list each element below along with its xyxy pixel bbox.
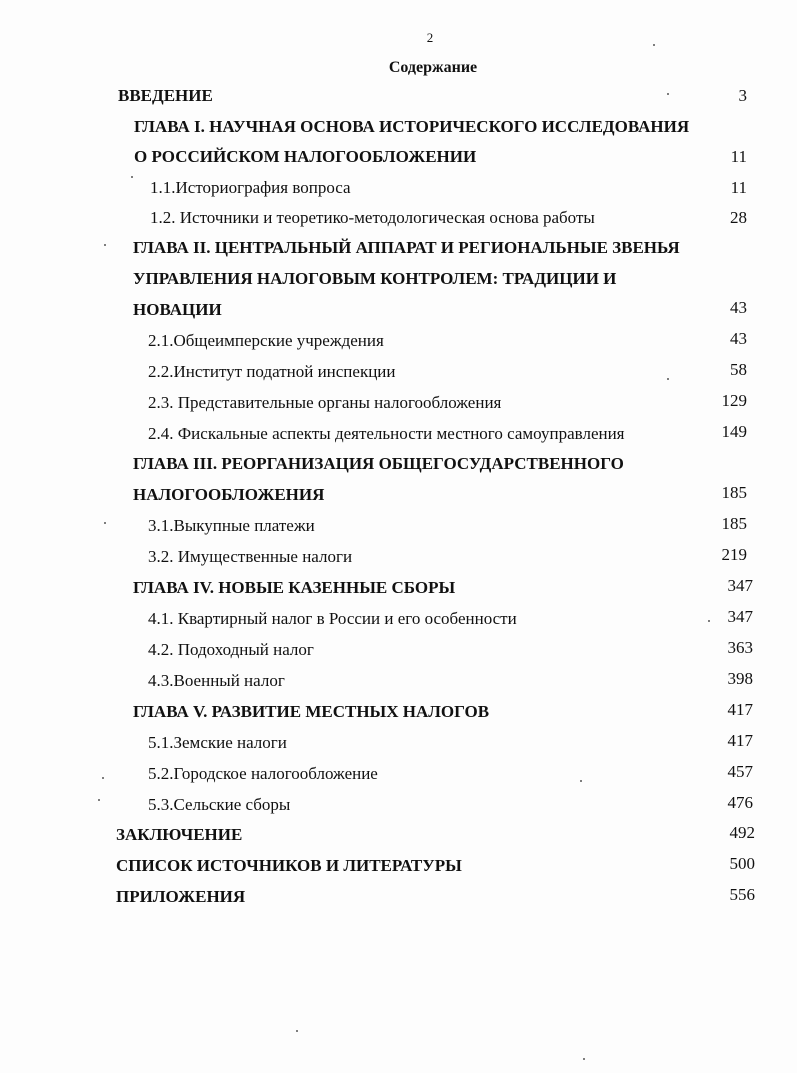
toc-sources-page: 500 [729,854,755,873]
toc-ch2-title-line2: УПРАВЛЕНИЯ НАЛОГОВЫМ КОНТРОЛЕМ: ТРАДИЦИИ И [133,269,617,288]
toc-section-2-2-page: 58 [730,360,747,379]
toc-section-2-3-page: 129 [721,391,747,410]
toc-conclusion-label: ЗАКЛЮЧЕНИЕ [116,825,243,844]
toc-section-1-1-page: 11 [730,178,747,197]
toc-section-4-2-page: 363 [727,638,753,657]
scan-speck [667,93,669,95]
toc-section-5-2-label: 5.2.Городское налогообложение [148,764,378,783]
scan-speck [296,1030,298,1032]
toc-ch3-title-line1: ГЛАВА III. РЕОРГАНИЗАЦИЯ ОБЩЕГОСУДАРСТВЕННОГО [133,454,624,473]
toc-section-4-3-label: 4.3.Военный налог [148,671,285,690]
toc-section-2-4-label: 2.4. Фискальные аспекты деятельности местного самоуправления [148,424,625,443]
toc-section-4-1-page: 347 [727,607,753,626]
scan-speck [653,44,655,46]
toc-sources-label: СПИСОК ИСТОЧНИКОВ И ЛИТЕРАТУРЫ [116,856,462,875]
toc-intro-label: ВВЕДЕНИЕ [118,86,213,105]
toc-ch1-title-line2: О РОССИЙСКОМ НАЛОГООБЛОЖЕНИИ [134,147,477,166]
toc-conclusion-page: 492 [729,823,755,842]
toc-ch4-title-line1: ГЛАВА IV. НОВЫЕ КАЗЕННЫЕ СБОРЫ [133,578,456,597]
toc-ch5-title-line1: ГЛАВА V. РАЗВИТИЕ МЕСТНЫХ НАЛОГОВ [133,702,490,721]
toc-section-2-3-label: 2.3. Представительные органы налогообложения [148,393,502,412]
toc-section-4-1-label: 4.1. Квартирный налог в России и его особенности [148,609,517,628]
toc-ch4-page: 347 [727,576,753,595]
toc-ch2-page: 43 [730,298,747,317]
toc-section-4-3-page: 398 [727,669,753,688]
toc-section-5-2-page: 457 [727,762,753,781]
scan-speck [708,620,710,622]
page-title: Содержание [388,59,478,76]
toc-section-1-1-label: 1.1.Историография вопроса [150,178,351,197]
scan-speck [104,522,106,524]
scan-speck [102,777,104,779]
toc-ch3-page: 185 [721,483,747,502]
toc-section-1-2-label: 1.2. Источники и теоретико-методологическая основа работы [150,208,595,227]
toc-section-3-1-label: 3.1.Выкупные платежи [148,516,315,535]
scan-speck [667,378,669,380]
toc-ch2-title-line1: ГЛАВА II. ЦЕНТРАЛЬНЫЙ АППАРАТ И РЕГИОНАЛЬНЫЕ ЗВЕНЬЯ [133,238,680,257]
scan-speck [98,799,100,801]
toc-section-3-2-label: 3.2. Имущественные налоги [148,547,353,566]
toc-section-1-2-page: 28 [730,208,747,227]
scan-speck [131,176,133,178]
toc-ch5-page: 417 [727,700,753,719]
toc-section-2-4-page: 149 [721,422,747,441]
toc-section-5-1-label: 5.1.Земские налоги [148,733,287,752]
toc-intro-page: 3 [738,86,747,105]
toc-section-3-1-page: 185 [721,514,747,533]
toc-ch2-title-line3: НОВАЦИИ [133,300,222,319]
toc-section-3-2-page: 219 [721,545,747,564]
toc-section-5-1-page: 417 [727,731,753,750]
toc-section-2-1-page: 43 [730,329,747,348]
toc-appendix-page: 556 [729,885,755,904]
toc-section-5-3-label: 5.3.Сельские сборы [148,795,291,814]
scan-speck [583,1058,585,1060]
scan-speck [580,780,582,782]
scan-speck [104,244,106,246]
toc-section-2-1-label: 2.1.Общеимперские учреждения [148,331,384,350]
toc-section-2-2-label: 2.2.Институт податной инспекции [148,362,396,381]
toc-section-4-2-label: 4.2. Подоходный налог [148,640,314,659]
toc-section-5-3-page: 476 [727,793,753,812]
toc-ch3-title-line2: НАЛОГООБЛОЖЕНИЯ [133,485,325,504]
toc-appendix-label: ПРИЛОЖЕНИЯ [116,887,246,906]
toc-ch1-page: 11 [730,147,747,166]
page-number: 2 [426,30,434,45]
toc-ch1-title-line1: ГЛАВА I. НАУЧНАЯ ОСНОВА ИСТОРИЧЕСКОГО ИССЛЕДОВАНИЯ [134,117,690,136]
